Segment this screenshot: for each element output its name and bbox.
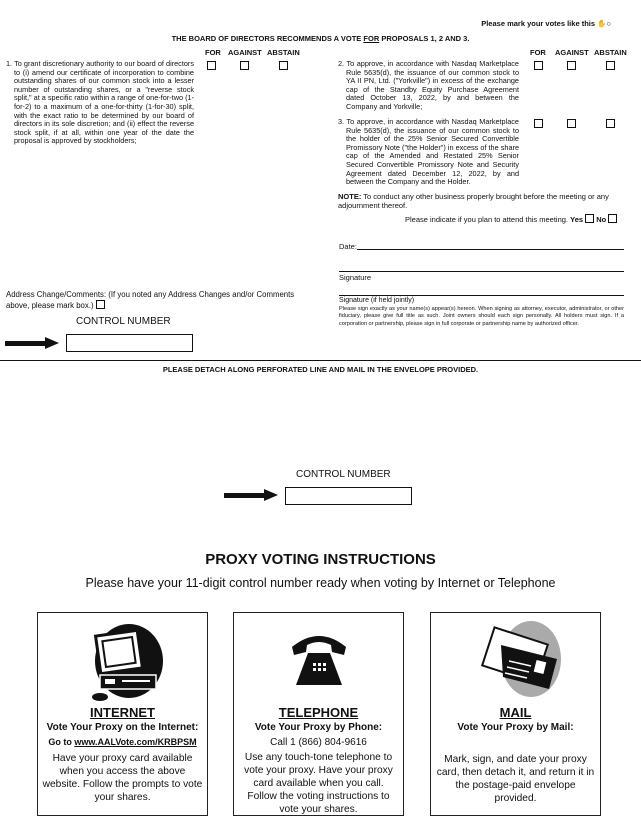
attend-question: Please indicate if you plan to attend this meeting. (405, 215, 569, 224)
instructions-subtitle: Please have your 11-digit control number ready when voting by Internet or Telephone (85, 576, 556, 590)
proposal-3-abstain-checkbox[interactable] (606, 119, 615, 128)
column-for: FOR (205, 48, 221, 57)
perforation-line (0, 360, 641, 361)
date-line[interactable] (357, 249, 624, 250)
detach-instruction: PLEASE DETACH ALONG PERFORATED LINE AND MAIL IN THE ENVELOPE PROVIDED. (162, 365, 479, 374)
sample-mark-icon: ✋○ (597, 19, 611, 28)
proposal-2-for-checkbox[interactable] (534, 61, 543, 70)
control-number-box (285, 487, 412, 505)
internet-voting-card (37, 612, 208, 816)
internet-body: Have your proxy card available when you access the above website. Follow the prompts to vote your shares. (42, 753, 203, 803)
note: NOTE: To conduct any other business properly brought before the meeting or any adjournment thereof. (338, 192, 609, 210)
proposal-3-for-checkbox[interactable] (534, 119, 543, 128)
signature-line[interactable] (339, 271, 624, 272)
mark-votes-instruction: Please mark your votes like this ✋○ (481, 19, 611, 28)
joint-signature-line[interactable] (339, 295, 624, 296)
proposal-3-text: 3. To approve, in accordance with Nasdaq Marketplace Rule 5635(d), the issuance of our common stock to the holder of the 25% Senior Secured Convertible Promissory Note ("the Holder") in excess of the share cap of the Amended and Restated 25% Senior Secured Convertible Promissory Note and Security Agreement dated December 12, 2022, by and between the Company and the Holder. (338, 117, 519, 187)
board-recommendation: THE BOARD OF DIRECTORS RECOMMENDS A VOTE FOR PROPOSALS 1, 2 AND 3. (171, 34, 470, 43)
computer-icon (38, 619, 207, 705)
column-abstain: ABSTAIN (267, 48, 300, 57)
column-against: AGAINST (555, 48, 589, 57)
address-change-checkbox[interactable] (96, 300, 105, 309)
proposal-2-against-checkbox[interactable] (567, 61, 576, 70)
column-against: AGAINST (228, 48, 262, 57)
proposal-1-text: 1. To grant discretionary authority to our board of directors to (i) amend our certificate of incorporation to combine outstanding shares of our common stock into a lesser number of outstanding shares, or a "reverse stock split," at a specific ratio within a range of one-for-two (1-for-2) to a maximum of a one-for-thirty (1-for-30) split, with the exact ratio to be determined by our board of directors in its sole discretion; and (ii) effect the reverse stock split, if at all, within one year of the date the proposal is approved by stockholders; (6, 59, 194, 146)
proposal-3-against-checkbox[interactable] (567, 119, 576, 128)
proposal-2-abstain-checkbox[interactable] (606, 61, 615, 70)
telephone-number[interactable]: Call 1 (866) 804-9616 (270, 737, 367, 748)
instructions-title: PROXY VOTING INSTRUCTIONS (205, 551, 436, 568)
telephone-icon (234, 619, 403, 705)
telephone-title: TELEPHONE (278, 705, 359, 720)
control-number-label: CONTROL NUMBER (296, 469, 391, 480)
mail-voting-card (430, 612, 601, 816)
internet-title: INTERNET (90, 705, 155, 720)
signing-instructions: Please sign exactly as your name(s) appear(s) hereon. When signing as attorney, executor, administrator, or other fiduciary, please give full title as such. Joint owners should each sign personally. All holders must sign. If a corporation or partnership, please sign in full corporate or partnership name by authorized officer. (339, 306, 624, 327)
attend-yes-checkbox[interactable] (585, 214, 594, 223)
mail-body: Mark, sign, and date your proxy card, then detach it, and return it in the postage-paid envelope provided. (436, 754, 595, 804)
proposal-2-text: 2. To approve, in accordance with Nasdaq Marketplace Rule 5635(d), the issuance of our common stock to YA II PN, Ltd. ("Yorkville") in excess of the exchange cap of the Standby Equity Purchase Agreement dated October 13, 2022, by and between the Company and Yorkville; (338, 59, 519, 111)
proposal-1-abstain-checkbox[interactable] (279, 61, 288, 70)
column-abstain: ABSTAIN (594, 48, 627, 57)
attend-meeting-row (405, 214, 617, 224)
voting-website-link[interactable]: www.AALVote.com/KRBPSM (74, 737, 197, 747)
proposal-1-for-checkbox[interactable] (207, 61, 216, 70)
internet-subtitle: Vote Your Proxy on the Internet: (46, 722, 199, 733)
address-change-text: Address Change/Comments: (If you noted any Address Changes and/or Comments above, please mark box.) (6, 290, 295, 310)
telephone-body: Use any touch-tone telephone to vote your proxy. Have your proxy card available when you call. Follow the voting instructions to vote your shares. (244, 752, 393, 815)
proposal-1-against-checkbox[interactable] (240, 61, 249, 70)
attend-yes-label: Yes (570, 215, 584, 224)
date-label: Date: (339, 242, 357, 251)
mail-envelope-icon (431, 619, 600, 705)
internet-action: Go to www.AALVote.com/KRBPSM (48, 737, 197, 747)
control-number-label: CONTROL NUMBER (76, 316, 171, 327)
joint-signature-label: Signature (if held jointly) (339, 297, 415, 304)
telephone-subtitle: Vote Your Proxy by Phone: (254, 722, 383, 733)
telephone-voting-card (233, 612, 404, 816)
mail-title: MAIL (499, 705, 532, 720)
mail-subtitle: Vote Your Proxy by Mail: (457, 722, 574, 733)
control-number-box (66, 334, 193, 352)
attend-no-checkbox[interactable] (608, 214, 617, 223)
attend-no-label: No (596, 215, 607, 224)
signature-label: Signature (339, 273, 372, 282)
column-for: FOR (530, 48, 546, 57)
